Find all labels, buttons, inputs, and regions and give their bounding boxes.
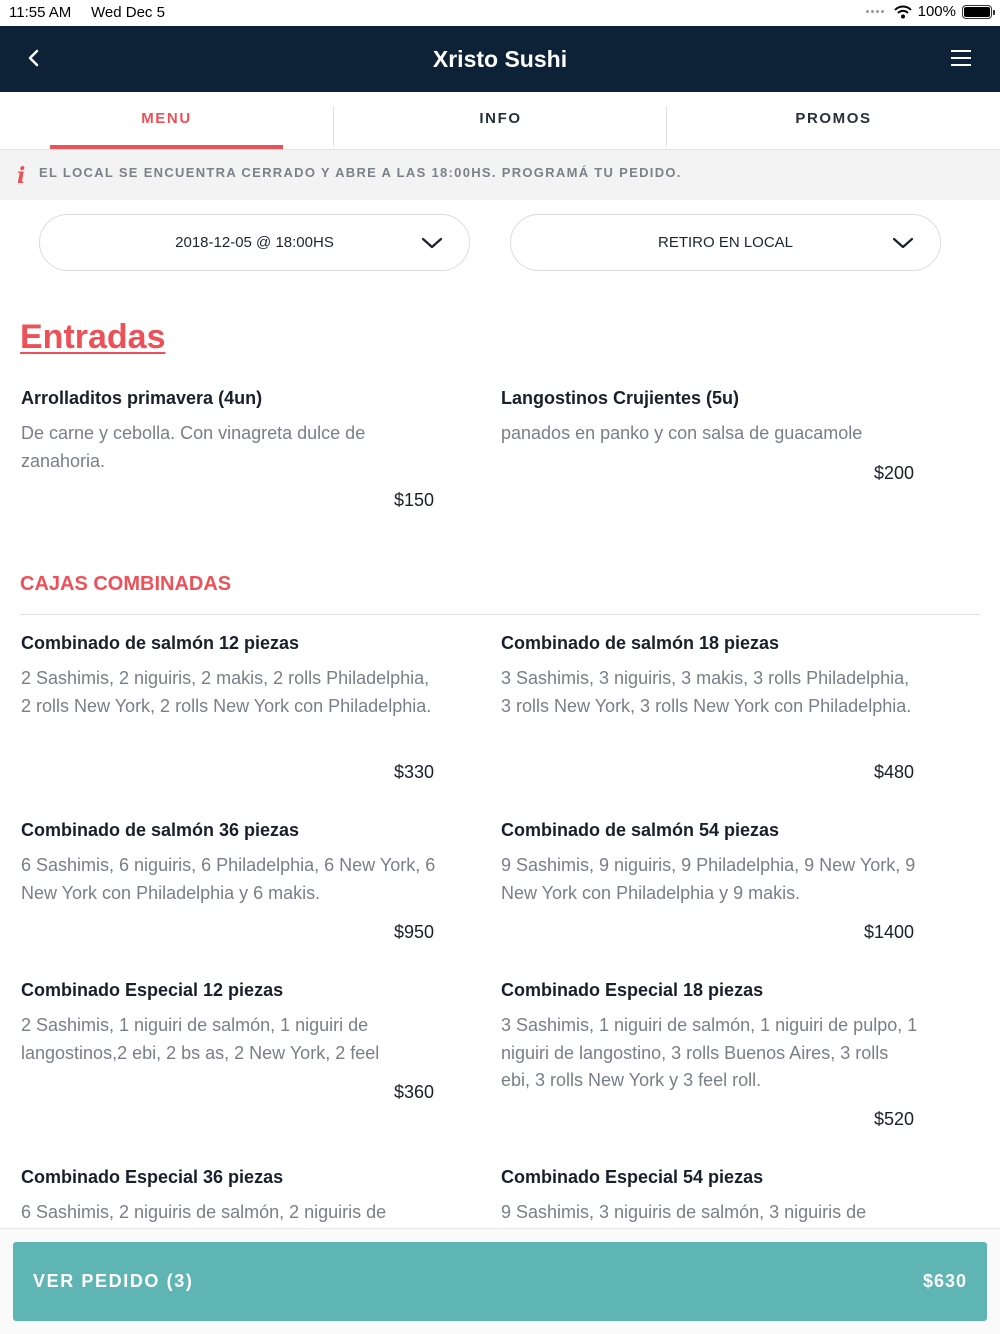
status-date: Wed Dec 5: [91, 4, 165, 21]
menu-item[interactable]: [21, 818, 441, 953]
menu-item-description: 6 Sashimis, 2 niguiris de salmón, 2 niguiris de: [21, 1202, 387, 1222]
menu-item[interactable]: [501, 631, 921, 796]
menu-item-description: 9 Sashimis, 9 niguiris, 9 Philadelphia, 9 New York, 9 New York con Philadelphia y 9 makis.: [501, 855, 916, 903]
menu-item[interactable]: [501, 818, 921, 953]
menu-item[interactable]: [501, 386, 921, 496]
menu-item-description: De carne y cebolla. Con vinagreta dulce de zanahoria.: [21, 423, 366, 471]
tab-promos-label: PROMOS: [795, 110, 872, 127]
chevron-down-icon: [421, 235, 443, 251]
tab-info[interactable]: [334, 92, 667, 150]
menu-item-name: Combinado Especial 18 piezas: [501, 980, 764, 1000]
active-tab-indicator: [50, 145, 283, 149]
menu-item-price: $1400: [863, 922, 914, 942]
menu-item-description: 6 Sashimis, 6 niguiris, 6 Philadelphia, 6 New York, 6 New York con Philadelphia y 6 makis.: [21, 855, 436, 903]
section-title-entradas[interactable]: Entradas: [20, 318, 166, 356]
menu-item[interactable]: [21, 978, 441, 1113]
menu-item-name: Combinado de salmón 18 piezas: [501, 633, 780, 653]
schedule-dropdown[interactable]: [39, 214, 470, 271]
menu-item-name: Combinado de salmón 12 piezas: [21, 633, 300, 653]
menu-item-description: panados en panko y con salsa de guacamole: [501, 423, 863, 443]
menu-item-price: $520: [873, 1109, 914, 1129]
tab-menu[interactable]: [0, 92, 333, 150]
delivery-method-value: RETIRO EN LOCAL: [657, 234, 794, 251]
menu-item-name: Combinado Especial 12 piezas: [21, 980, 284, 1000]
menu-item-name: Combinado de salmón 54 piezas: [501, 820, 780, 840]
menu-item-price: $360: [393, 1082, 434, 1102]
view-order-label: VER PEDIDO (3): [33, 1271, 194, 1291]
menu-item[interactable]: [21, 386, 441, 516]
hamburger-menu-icon[interactable]: [948, 44, 978, 74]
menu-item-name: Combinado de salmón 36 piezas: [21, 820, 300, 840]
chevron-down-icon: [892, 235, 914, 251]
closed-notice-text: EL LOCAL SE ENCUENTRA CERRADO Y ABRE A LAS 18:00HS. PROGRAMÁ TU PEDIDO.: [39, 165, 682, 180]
view-order-button[interactable]: [13, 1242, 987, 1321]
menu-item-description: 3 Sashimis, 3 niguiris, 3 makis, 3 rolls Philadelphia, 3 rolls New York, 3 rolls New York con Philadelphia.: [501, 668, 912, 716]
menu-item-name: Langostinos Crujientes (5u): [501, 388, 740, 408]
menu-item-price: $200: [873, 463, 914, 483]
order-total: $630: [922, 1271, 967, 1291]
tab-menu-label: MENU: [141, 110, 192, 127]
section-divider: [20, 614, 980, 615]
menu-item-price: $150: [393, 490, 434, 510]
delivery-method-dropdown[interactable]: [510, 214, 941, 271]
menu-item-description: 2 Sashimis, 2 niguiris, 2 makis, 2 rolls Philadelphia, 2 rolls New York, 2 rolls New York con Philadelphia.: [21, 668, 432, 716]
navigation-bar: [0, 26, 1000, 92]
menu-item-price: $480: [873, 762, 914, 782]
page-title: Xristo Sushi: [432, 46, 568, 72]
tab-info-label: INFO: [479, 110, 522, 127]
menu-item-description: 2 Sashimis, 1 niguiri de salmón, 1 niguiri de langostinos,2 ebi, 2 bs as, 2 New York, 2 feel: [21, 1015, 380, 1063]
menu-item[interactable]: [21, 1165, 441, 1227]
menu-item[interactable]: [21, 631, 441, 796]
section-title-cajas-combinadas: CAJAS COMBINADAS: [20, 573, 232, 595]
wifi-icon: [894, 5, 912, 19]
battery-percent: 100%: [917, 3, 956, 20]
status-right: [866, 3, 992, 20]
menu-item-name: Combinado Especial 54 piezas: [501, 1167, 764, 1187]
status-bar: [0, 0, 1000, 26]
menu-item-name: Arrolladitos primavera (4un): [21, 388, 263, 408]
tab-promos[interactable]: [667, 92, 1000, 150]
menu-item-description: 9 Sashimis, 3 niguiris de salmón, 3 niguiris de: [501, 1202, 867, 1222]
schedule-dropdown-value: 2018-12-05 @ 18:00HS: [175, 234, 334, 251]
tab-bar: [0, 92, 1000, 150]
menu-item-description: 3 Sashimis, 1 niguiri de salmón, 1 niguiri de pulpo, 1 niguiri de langostino, 3 rolls Buenos Aires, 3 rolls ebi, 3 rolls New York y 3 feel roll.: [501, 1015, 918, 1090]
menu-item[interactable]: [501, 978, 921, 1138]
battery-icon: [962, 5, 992, 19]
signal-icon: [866, 10, 884, 13]
menu-item-name: Combinado Especial 36 piezas: [21, 1167, 284, 1187]
menu-item-price: $950: [393, 922, 434, 942]
menu-item[interactable]: [501, 1165, 921, 1227]
menu-item-price: $330: [393, 762, 434, 782]
info-icon: i: [17, 163, 26, 189]
status-time: 11:55 AM: [9, 4, 72, 21]
closed-notice: [0, 150, 1000, 200]
